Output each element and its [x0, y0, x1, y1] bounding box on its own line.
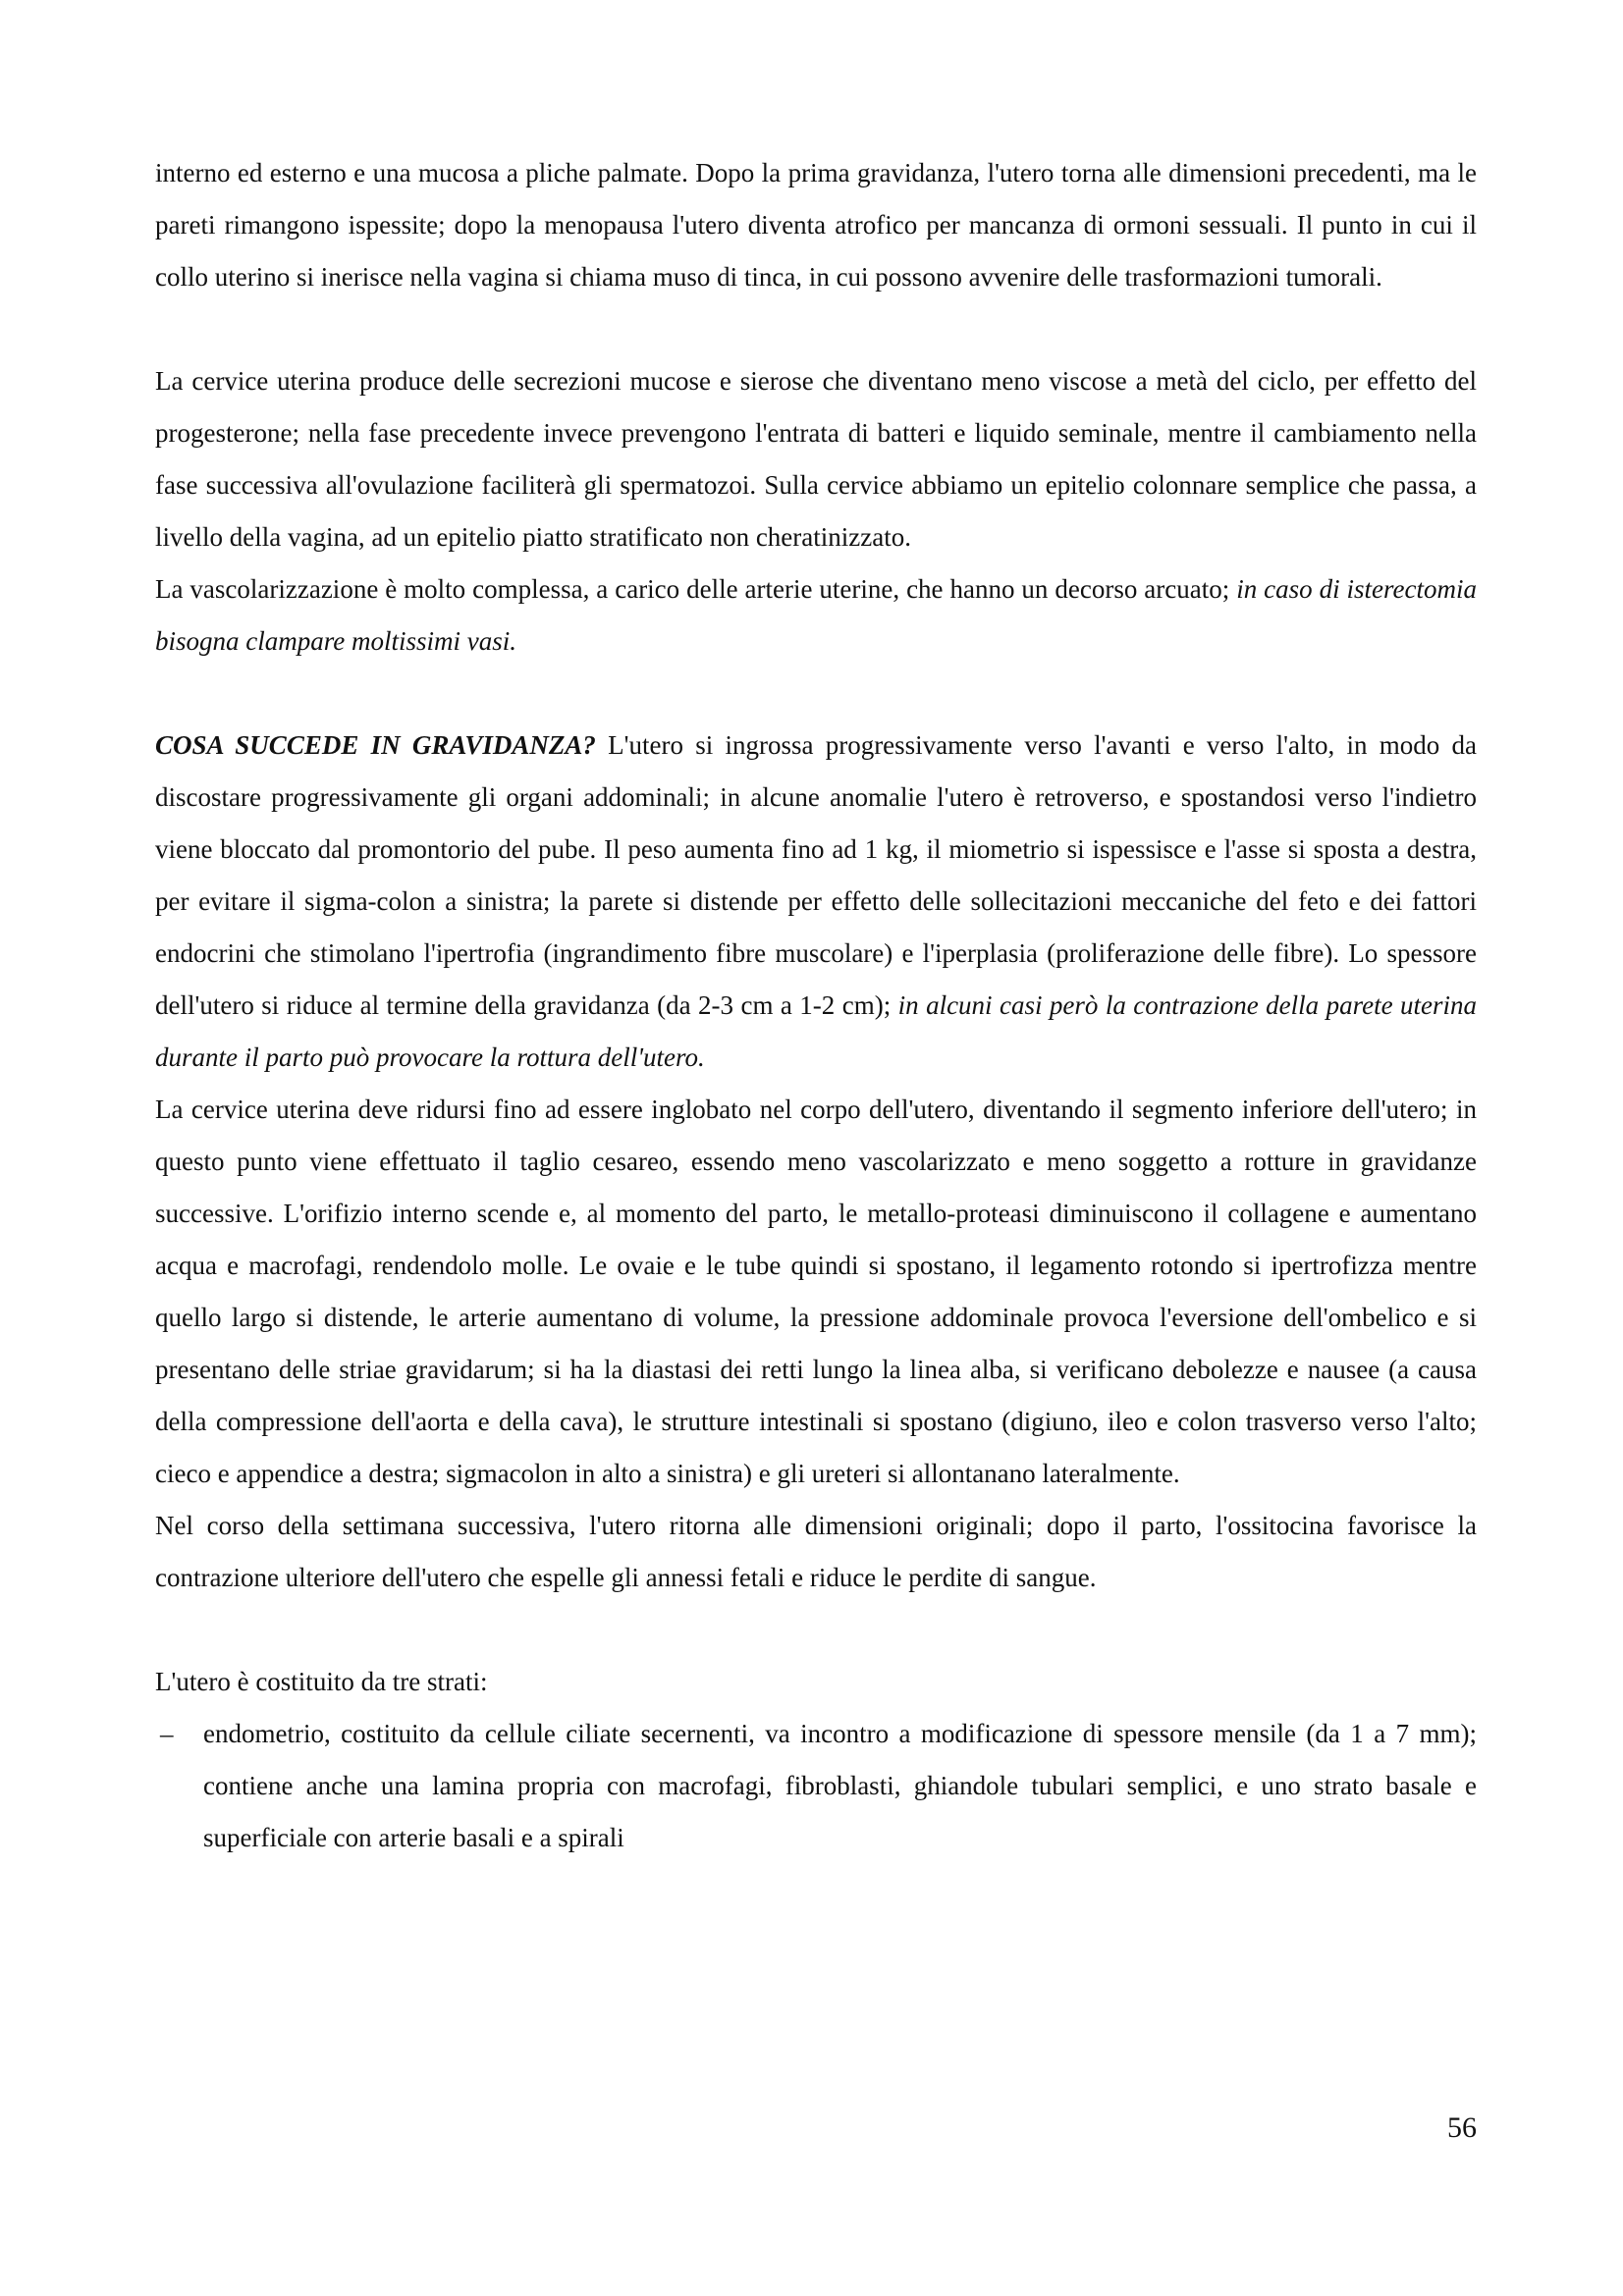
paragraph-uterus-structure: interno ed esterno e una mucosa a pliche palmate. Dopo la prima gravidanza, l'utero torna alle dimensioni precedenti, ma le pareti rimangono ispessite; dopo la menopausa l'utero diventa atrofico per mancanza di ormoni sessuali. Il punto in cui il collo uterino si inerisce nella vagina si chiama muso di tinca, in cui possono avvenire delle trasformazioni tumorali.: [155, 158, 1477, 292]
paragraph-uterus-layers-intro: L'utero è costituito da tre strati:: [155, 1667, 488, 1696]
page-number: 56: [1447, 2111, 1477, 2144]
document-page: [155, 147, 1477, 1864]
paragraph-gap: [155, 667, 1477, 720]
vascularization-italic-note: in caso di isterectomia bisogna clampare moltissimi vasi.: [155, 574, 1477, 656]
pregnancy-italic-note: in alcuni casi però la contrazione della parete uterina durante il parto può provocare la rottura dell'utero.: [155, 990, 1477, 1072]
paragraph-cervix-changes: La cervice uterina deve ridursi fino ad essere inglobato nel corpo dell'utero, diventando il segmento inferiore dell'utero; in questo punto viene effettuato il taglio cesareo, essendo meno vascolarizzato e meno soggetto a rotture in gravidanze successive. L'orifizio interno scende e, al momento del parto, le metallo-proteasi diminuiscono il collagene e aumentano acqua e macrofagi, rendendolo molle. Le ovaie e le tube quindi si spostano, il legamento rotondo si ipertrofizza mentre quello largo si distende, le arterie aumentano di volume, la pressione addominale provoca l'eversione dell'ombelico e si presentano delle striae gravidarum; si ha la diastasi dei retti lungo la linea alba, si verificano debolezze e nausee (a causa della compressione dell'aorta e della cava), le strutture intestinali si spostano (digiuno, ileo e colon trasverso verso l'alto; cieco e appendice a destra; sigmacolon in alto a sinistra) e gli ureteri si allontanano lateralmente.: [155, 1095, 1477, 1488]
pregnancy-text: L'utero si ingrossa progressivamente verso l'avanti e verso l'alto, in modo da discostare progressivamente gli organi addominali; in alcune anomalie l'utero è retroverso, e spostandosi verso l'indietro viene bloccato dal promontorio del pube. Il peso aumenta fino ad 1 kg, il miometrio si ispessisce e l'asse si sposta a destra, per evitare il sigma-colon a sinistra; la parete si distende per effetto delle sollecitazioni meccaniche del feto e dei fattori endocrini che stimolano l'ipertrofia (ingrandimento fibre muscolare) e l'iperplasia (proliferazione delle fibre). Lo spessore dell'utero si riduce al termine della gravidanza (da 2-3 cm a 1-2 cm);: [155, 730, 1477, 1020]
paragraph-postpartum: Nel corso della settimana successiva, l'utero ritorna alle dimensioni originali; dopo il parto, l'ossitocina favorisce la contrazione ulteriore dell'utero che espelle gli annessi fetali e riduce le perdite di sangue.: [155, 1511, 1477, 1592]
paragraph-gap: [155, 1604, 1477, 1656]
pregnancy-heading: COSA SUCCEDE IN GRAVIDANZA?: [155, 730, 596, 760]
paragraph-pregnancy: [155, 720, 1477, 1084]
dash-bullet: –: [160, 1719, 174, 1748]
uterus-layers-list: [155, 1708, 1477, 1864]
list-item-text: endometrio, costituito da cellule ciliate secernenti, va incontro a modificazione di spessore mensile (da 1 a 7 mm); contiene anche una lamina propria con macrofagi, fibroblasti, ghiandole tubulari semplici, e uno strato basale e superficiale con arterie basali e a spirali: [203, 1719, 1477, 1852]
paragraph-gap: [155, 303, 1477, 355]
list-item-endometrium: [155, 1708, 1477, 1864]
paragraph-cervix-secretions: La cervice uterina produce delle secrezioni mucose e sierose che diventano meno viscose a metà del ciclo, per effetto del progesterone; nella fase precedente invece prevengono l'entrata di batteri e liquido seminale, mentre il cambiamento nella fase successiva all'ovulazione faciliterà gli spermatozoi. Sulla cervice abbiamo un epitelio colonnare semplice che passa, a livello della vagina, ad un epitelio piatto stratificato non cheratinizzato.: [155, 366, 1477, 552]
paragraph-vascularization: [155, 563, 1477, 667]
vascularization-text: La vascolarizzazione è molto complessa, a carico delle arterie uterine, che hanno un decorso arcuato;: [155, 574, 1237, 604]
